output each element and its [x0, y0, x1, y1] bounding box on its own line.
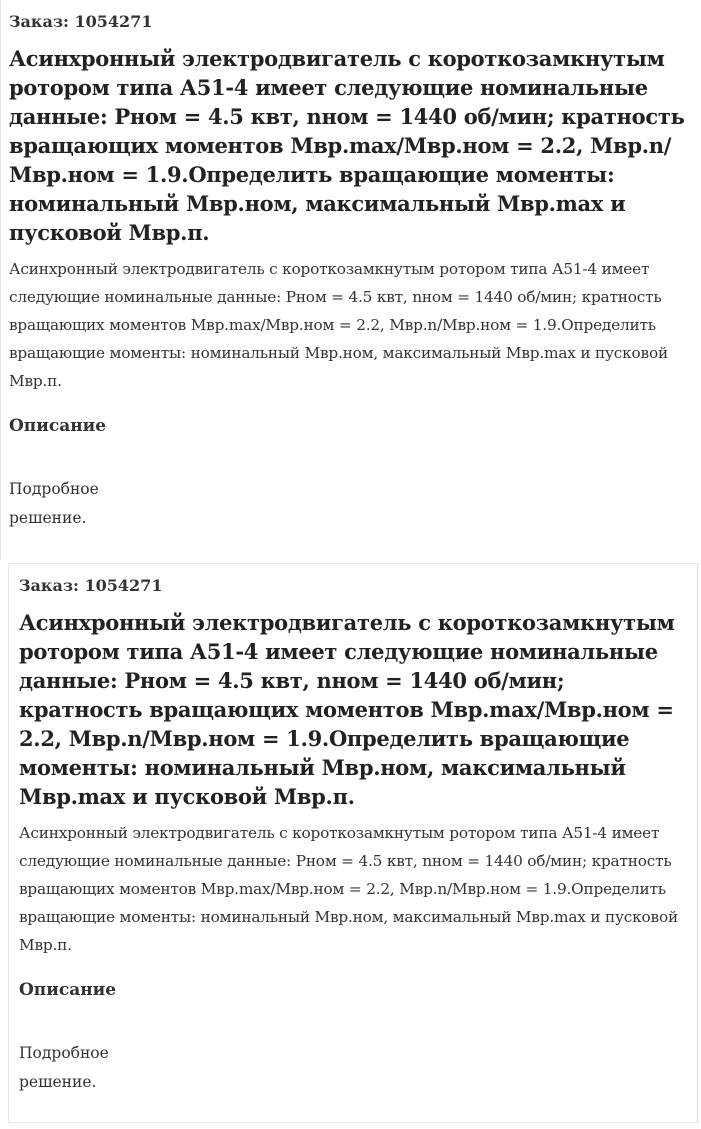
task-title: Асинхронный электродвигатель с короткозамкнутым ротором типа А51-4 имеет следующие номинальные данные: Рном = 4.5 квт, nном = 1440 об/мин; кратность вращающих моментов Мвр.max/Мвр.ном = 2.2, Мвр.n/Мвр.ном = 1.9.Определить вращающие моменты: номинальный Мвр.ном, максимальный Мвр.max и пусковой Мвр.п. — [19, 610, 675, 809]
description-heading: Описание — [19, 980, 117, 1000]
solution-text: Подробное решение. — [19, 1044, 109, 1091]
solution-text: Подробное решение. — [9, 480, 99, 527]
task-title: Асинхронный электродвигатель с короткозамкнутым ротором типа А51-4 имеет следующие номинальные данные: Рном = 4.5 квт, nном = 1440 об/мин; кратность вращающих моментов Мвр.max/Мвр.ном = 2.2, Мвр.n/Мвр.ном = 1.9.Определить вращающие моменты: номинальный Мвр.ном, максимальный Мвр.max и пусковой Мвр.п. — [9, 46, 685, 245]
order-number: Заказ: 1054271 — [9, 12, 153, 31]
order-number: Заказ: 1054271 — [19, 576, 163, 595]
task-description: Асинхронный электродвигатель с короткозамкнутым ротором типа А51-4 имеет следующие номинальные данные: Рном = 4.5 квт, nном = 1440 об/мин; кратность вращающих моментов Мвр.max/Мвр.ном = 2.2, Мвр.n/Мвр.ном = 1.9.Определить вращающие моменты: номинальный Мвр.ном, максимальный Мвр.max и пусковой Мвр.п. — [9, 260, 668, 390]
task-description: Асинхронный электродвигатель с короткозамкнутым ротором типа А51-4 имеет следующие номинальные данные: Рном = 4.5 квт, nном = 1440 об/мин; кратность вращающих моментов Мвр.max/Мвр.ном = 2.2, Мвр.n/Мвр.ном = 1.9.Определить вращающие моменты: номинальный Мвр.ном, максимальный Мвр.max и пусковой Мвр.п. — [19, 824, 678, 954]
order-card — [0, 0, 701, 560]
order-card — [8, 563, 698, 1123]
description-heading: Описание — [9, 416, 107, 436]
